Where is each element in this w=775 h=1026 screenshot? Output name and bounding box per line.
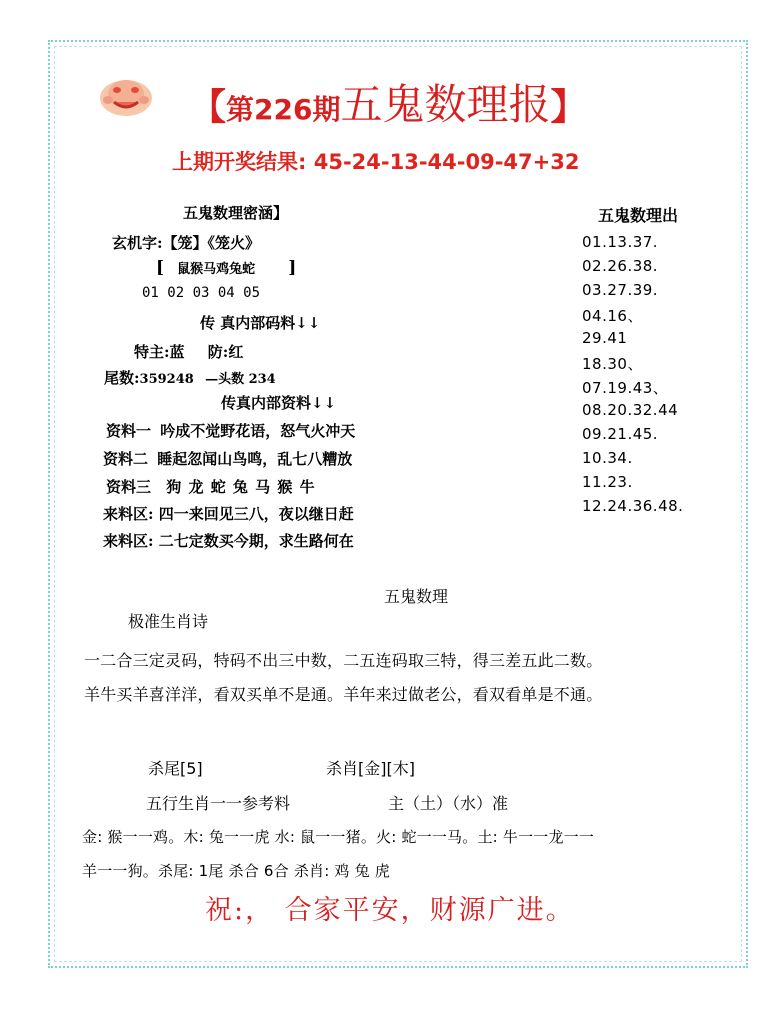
data-item [103,448,352,469]
fang-label: 防: [207,343,229,361]
number-group: 18.30、 [582,355,643,373]
zodiac-list: 鼠猴马鸡兔蛇 [177,262,256,277]
weishu-row [104,367,276,388]
digits-row: 01 02 03 04 05 [142,285,261,301]
kill-zodiac: 杀肖[金][木] [326,759,415,778]
title-bracket-close: 】 [550,87,587,128]
data-item-label: 来料区: [103,505,154,523]
fax-code-heading: 传 真内部码料↓↓ [200,314,321,332]
last-draw-numbers: 45-24-13-44-09-47+32 [313,150,580,174]
kill-tail: 杀尾[5] [148,759,203,778]
right-heading: 五鬼数理出 [598,206,679,225]
number-group: 04.16、 [582,307,643,325]
main-element-label: 主（土）（水）准 [388,794,509,813]
number-group: 09.21.45. [582,425,659,443]
number-group: 12.24.36.48. [582,497,684,515]
number-group: 02.26.38. [582,257,659,275]
left-heading: 五鬼数理密涵】 [183,204,289,222]
blessing-text: 祝:， 合家平安，财源广进。 [205,895,575,926]
weishu-value: 359248 [139,372,194,387]
data-item-text: 狗 龙 蛇 兔 马 猴 牛 [166,478,315,496]
cartoon-face-icon [96,74,156,118]
fax-data-heading: 传真内部资料↓↓ [221,394,337,412]
data-item-text: 四一来回见三八，夜以继日赶 [158,505,354,523]
data-item [103,503,354,524]
toushu-value: —头数 234 [205,372,276,387]
paper-name: 五鬼数理报 [340,80,551,129]
last-draw-result [172,146,579,176]
xuanji-row [112,232,260,253]
data-item-label: 资料二 [103,450,149,468]
xuanji-value: 【笼】《笼火》 [162,234,261,252]
data-item-text: 睡起忽闻山鸟鸣，乱七八糟放 [157,450,353,468]
poem-line: 羊牛买羊喜洋洋，看双买单不是通。羊年来过做老公，看双看单是不通。 [84,685,603,704]
issue-number: 第226期 [226,93,341,126]
xuanji-label: 玄机字: [112,234,163,252]
tezhu-value: 蓝 [169,343,185,361]
number-group: 07.19.43、 [582,379,669,397]
number-group: 08.20.32.44 [582,401,679,419]
title-bracket-open: 【 [190,87,227,128]
data-item-label: 来料区: [103,532,154,550]
zodiac-row [156,258,296,278]
wuxing-line: 金: 猴一一鸡。木: 兔一一虎 水: 鼠一一猪。火: 蛇一一马。土: 牛一一龙一一 [82,828,595,846]
zodiac-bracket-close: ] [288,258,297,278]
number-group: 11.23. [582,473,633,491]
data-item [106,476,315,497]
number-group: 10.34. [582,449,633,467]
number-group: 01.13.37. [582,233,659,251]
zodiac-bracket-open: [ [156,258,165,278]
weishu-label: 尾数: [104,369,140,387]
page-title [190,72,587,132]
poem-line: 一二合三定灵码，特码不出三中数，二五连码取三特，得三差五此二数。 [84,651,603,670]
poem-title: 极准生肖诗 [128,612,209,631]
section-title: 五鬼数理 [384,587,449,606]
data-item-label: 资料一 [106,422,152,440]
data-item [103,530,354,551]
data-item-text: 吟成不觉野花语，怒气火冲天 [160,422,356,440]
data-item-text: 二七定数买今期，求生路何在 [158,532,354,550]
tezhu-row [134,341,243,362]
last-draw-label: 上期开奖结果: [172,150,307,174]
data-item-label: 资料三 [106,478,152,496]
tezhu-label: 特主: [134,343,170,361]
wuxing-label: 五行生肖一一参考料 [146,794,291,813]
data-item [106,420,355,441]
wuxing-line: 羊一一狗。杀尾: 1尾 杀合 6合 杀肖: 鸡 兔 虎 [82,862,390,880]
number-group: 29.41 [582,329,628,347]
fang-value: 红 [228,343,244,361]
number-group: 03.27.39. [582,281,659,299]
